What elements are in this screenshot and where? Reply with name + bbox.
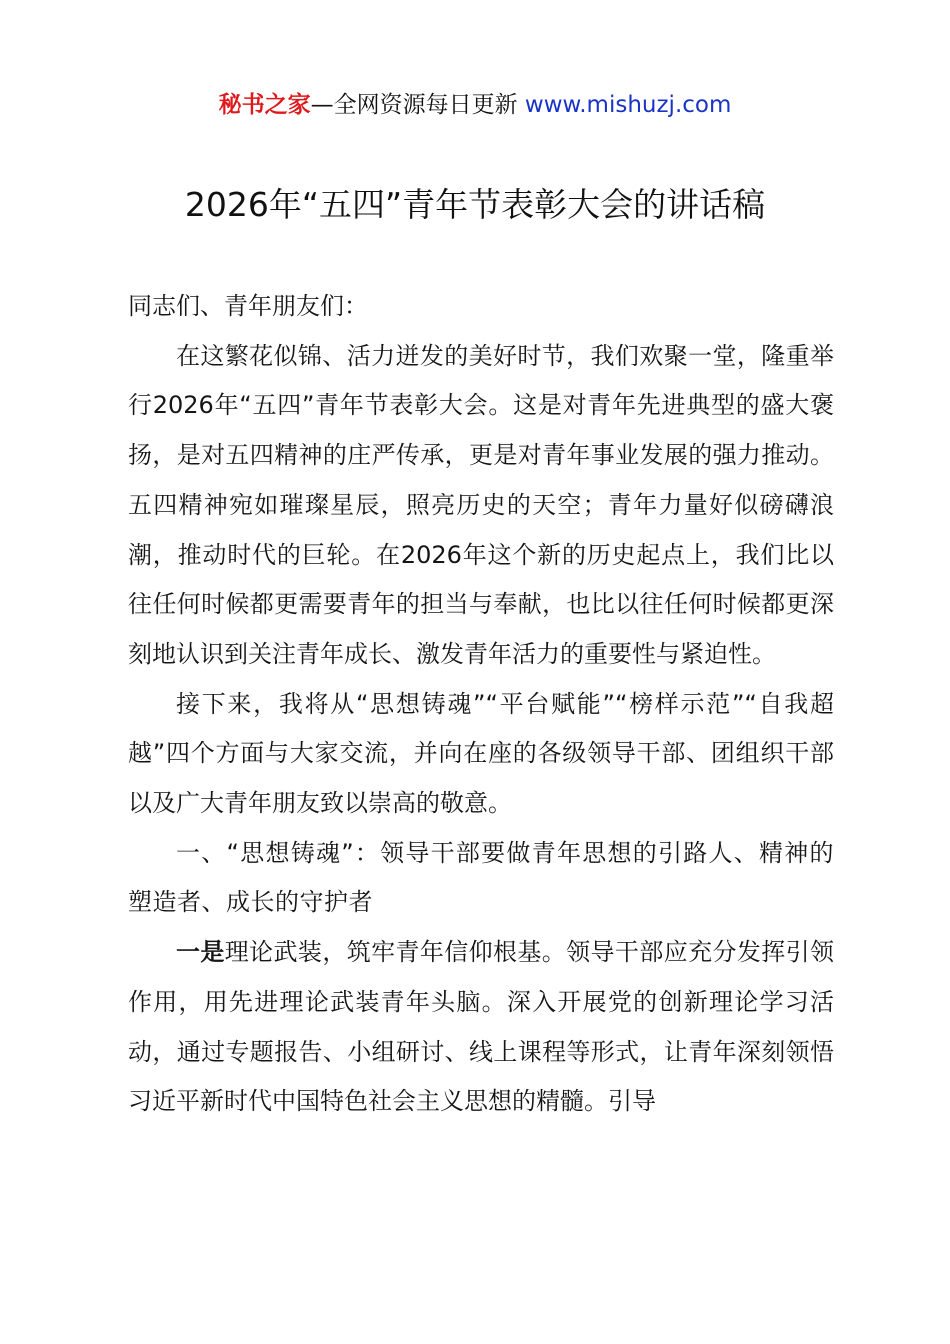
outline-paragraph: 接下来，我将从“思想铸魂”“平台赋能”“榜样示范”“自我超越”四个方面与大家交流，并向在座的各级领导干部、团组织干部以及广大青年朋友致以崇高的敬意。	[128, 689, 834, 818]
intro-paragraph: 在这繁花似锦、活力迸发的美好时节，我们欢聚一堂，隆重举行2026年“五四”青年节表彰大会。这是对青年先进典型的盛大褒扬，是对五四精神的庄严传承，更是对青年事业发展的强力推动。五四精神宛如璀璨星辰，照亮历史的天空；青年力量好似磅礴浪潮，推动时代的巨轮。在2026年这个新的历史起点上，我们比以往任何时候都更需要青年的担当与奉献，也比以往任何时候都更深刻地认识到关注青年成长、激发青年活力的重要性与紧迫性。	[128, 341, 834, 668]
point-lead: 一是	[176, 938, 225, 967]
site-brand: 秘书之家	[218, 92, 311, 118]
point-paragraph	[128, 928, 834, 1127]
salutation: 同志们、青年朋友们：	[128, 292, 368, 320]
point-text: 理论武装，筑牢青年信仰根基。领导干部应充分发挥引领作用，用先进理论武装青年头脑。深入开展党的创新理论学习活动，通过专题报告、小组研讨、线上课程等形式，让青年深刻领悟习近平新时代中国特色社会主义思想的精髓。引导	[128, 938, 835, 1116]
document-body	[128, 282, 834, 1127]
site-url-link[interactable]: www.mishuzj.com	[524, 92, 732, 118]
section-heading: 一、“思想铸魂”：领导干部要做青年思想的引路人、精神的塑造者、成长的守护者	[128, 838, 834, 917]
document-title: 2026年“五四”青年节表彰大会的讲话稿	[184, 185, 766, 224]
site-header	[0, 88, 950, 122]
site-tagline: —全网资源每日更新	[310, 92, 525, 118]
